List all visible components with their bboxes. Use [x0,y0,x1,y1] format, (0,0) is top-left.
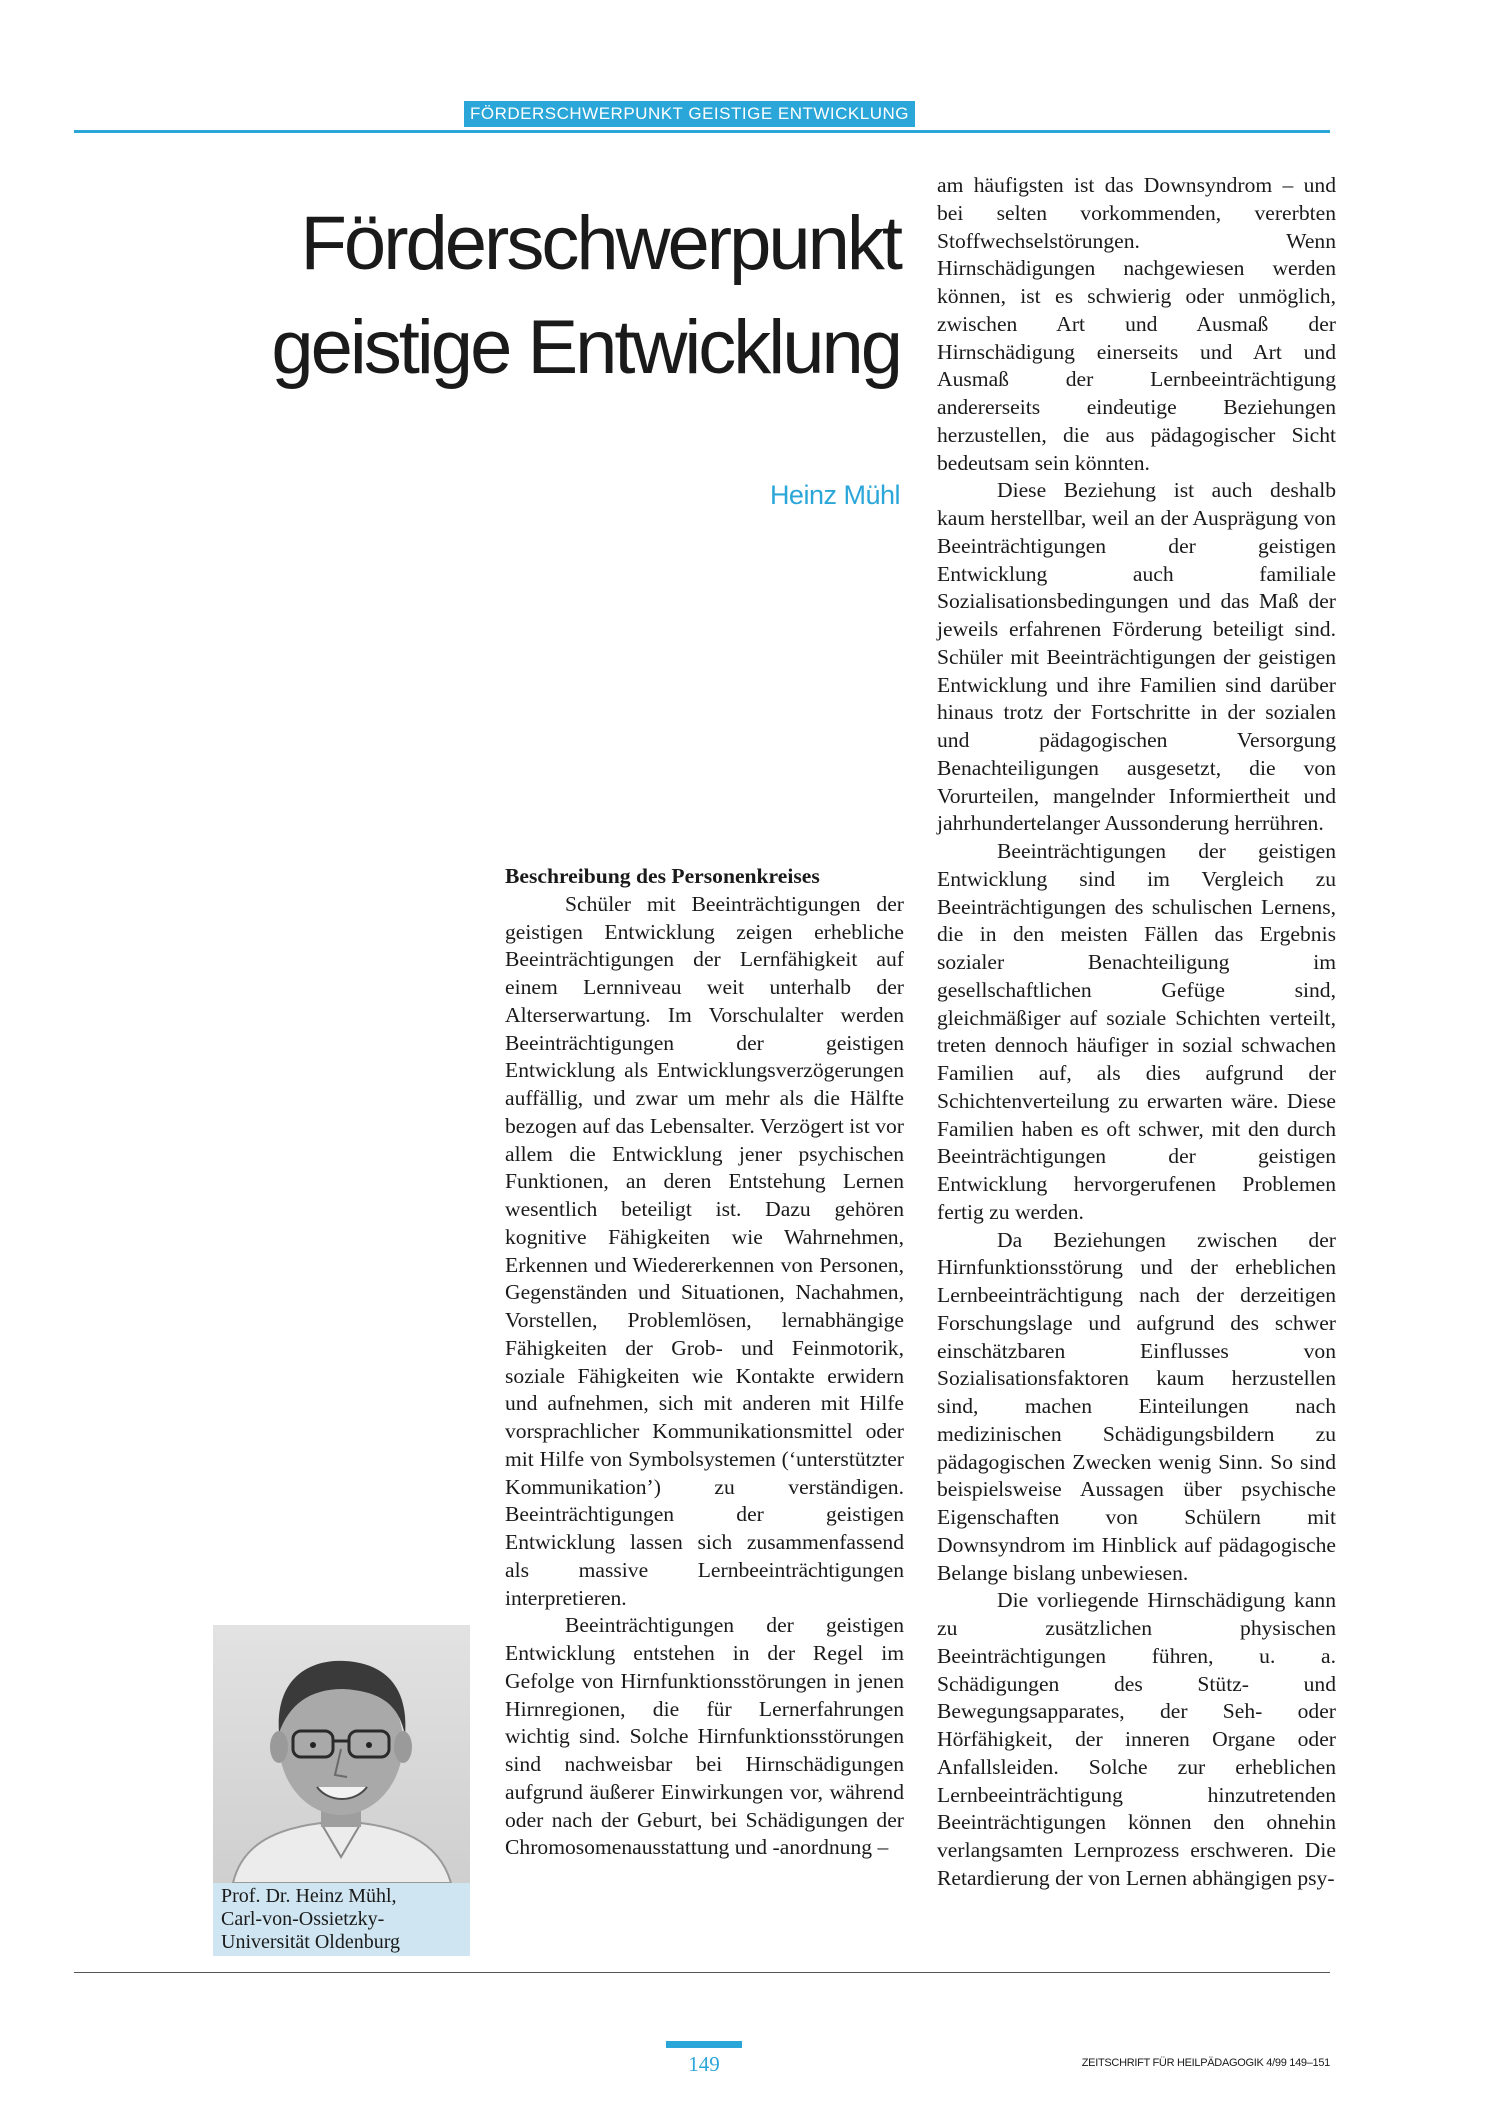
paragraph: Die vorliegende Hirnschädigung kann zu zusätzlichen physischen Beeinträchtigungen führen, u. a. Schädigungen des Stütz- und Bewegungsapparates, der Seh- oder Hörfähigkeit, der inneren Organe oder Anfallsleiden. Solche zur erheblichen Lernbeeinträchtigung hinzutretenden Beeinträchtigungen können den ohnehin verlangsamten Lernprozess erschweren. Die Retardierung der von Lernen abhängigen psy- [937,1588,1336,1890]
title-line-1: Förderschwerpunkt [300,201,900,286]
article-author: Heinz Mühl [769,480,900,510]
body-column-middle [505,863,904,1862]
photo-caption [213,1883,470,1956]
caption-line: Universität Oldenburg [221,1931,401,1953]
author-portrait-photo [213,1625,470,1883]
paragraph: Beeinträchtigungen der geistigen Entwicklung entstehen in der Regel im Gefolge von Hirnfunktionsstörungen in jenen Hirnregionen, die für Lernerfahrungen wichtig sind. Solche Hirnfunktionsstörungen sind nachweisbar bei Hirnschädigungen aufgrund äußerer Einwirkungen vor, während oder nach der Geburt, bei Schädigungen der Chromosomenausstattung und -anordnung – [505,1613,904,1860]
journal-reference: ZEITSCHRIFT FÜR HEILPÄDAGOGIK 4/99 149–151 [1081,2057,1330,2069]
section-heading: Beschreibung des Personenkreises [505,864,820,888]
paragraph: Schüler mit Beeinträchtigungen der geistigen Entwicklung zeigen erhebliche Beeinträchtigungen der Lernfähigkeit auf einem Lernniveau weit unterhalb der Alterserwartung. Im Vorschulalter werden Beeinträchtigungen der geistigen Entwicklung als Entwicklungsverzögerungen auffällig, und zwar um mehr als die Hälfte bezogen auf das Lebensalter. Verzögert ist vor allem die Entwicklung jener psychischen Funktionen, an deren Entstehung Lernen wesentlich beteiligt ist. Dazu gehören kognitive Fähigkeiten wie Wahrnehmen, Erkennen und Wiedererkennen von Personen, Gegenständen und Situationen, Nachahmen, Vorstellen, Problemlösen, lernabhängige Fähigkeiten der Grob- und Feinmotorik, soziale Fähigkeiten wie Kontakte erwidern und aufnehmen, sich mit anderen mit Hilfe vorsprachlicher Kommunikationsmittel oder mit Hilfe von Symbolsystemen (‘unterstützter Kommunikation’) zu verständigen. Beeinträchtigungen der geistigen Entwicklung lassen sich zusammenfassend als massive Lernbeeinträchtigungen interpretieren. [505,891,904,1610]
body-column-right [937,172,1336,1893]
title-line-2: geistige Entwicklung [271,305,900,390]
portrait-illustration [213,1625,470,1883]
page-number-tab [666,2041,742,2048]
paragraph: Diese Beziehung ist auch deshalb kaum herstellbar, weil an der Ausprägung von Beeinträchtigungen der geistigen Entwicklung auch familiale Sozialisationsbedingungen und das Maß der jeweils erfahrenen Förderung beteiligt sind. Schüler mit Beeinträchtigungen der geistigen Entwicklung und ihre Familien sind darüber hinaus trotz der Fortschritte in der sozialen und pädagogischen Versorgung Benachteiligungen ausgesetzt, die von Vorurteilen, mangelnder Informiertheit und jahrhundertelanger Aussonderung herrühren. [937,478,1336,836]
article-title [120,192,900,400]
caption-line: Prof. Dr. Heinz Mühl, [221,1885,397,1907]
paragraph: Beeinträchtigungen der geistigen Entwicklung sind im Vergleich zu Beeinträchtigungen des schulischen Lernens, die in den meisten Fällen das Ergebnis sozialer Benachteiligung im gesellschaftlichen Gefüge sind, gleichmäßiger auf soziale Schichten verteilt, treten dennoch häufiger in sozial schwachen Familien auf, als dies aufgrund der Schichtenverteilung zu erwarten wäre. Diese Familien haben es oft schwer, mit den durch Beeinträchtigungen der geistigen Entwicklung hervorgerufenen Problemen fertig zu werden. [937,839,1336,1224]
caption-line: Carl-von-Ossietzky- [221,1908,385,1930]
section-label: FÖRDERSCHWERPUNKT GEISTIGE ENTWICKLUNG [464,101,915,127]
header-rule [74,130,1330,133]
paragraph-continued: am häufigsten ist das Downsyndrom – und bei selten vorkommenden, vererbten Stoffwechselstörungen. Wenn Hirnschädigungen nachgewiesen werden können, ist es schwierig oder unmöglich, zwischen Art und Ausmaß der Hirnschädigung einerseits und Art und Ausmaß der Lernbeeinträchtigung andererseits eindeutige Beziehungen herzustellen, die aus pädagogischer Sicht bedeutsam sein könnten. [937,173,1336,475]
page-number: 149 [688,2052,720,2076]
footer-rule [74,1972,1330,1973]
paragraph: Da Beziehungen zwischen der Hirnfunktionsstörung und der erheblichen Lernbeeinträchtigung nach der derzeitigen Forschungslage und aufgrund des schwer einschätzbaren Einflusses von Sozialisationsfaktoren kaum herzustellen sind, machen Einteilungen nach medizinischen Schädigungsbildern zu pädagogischen Zwecken wenig Sinn. So sind beispielsweise Aussagen über psychische Eigenschaften von Schülern mit Downsyndrom im Hinblick auf pädagogische Belange bislang unbewiesen. [937,1227,1336,1585]
